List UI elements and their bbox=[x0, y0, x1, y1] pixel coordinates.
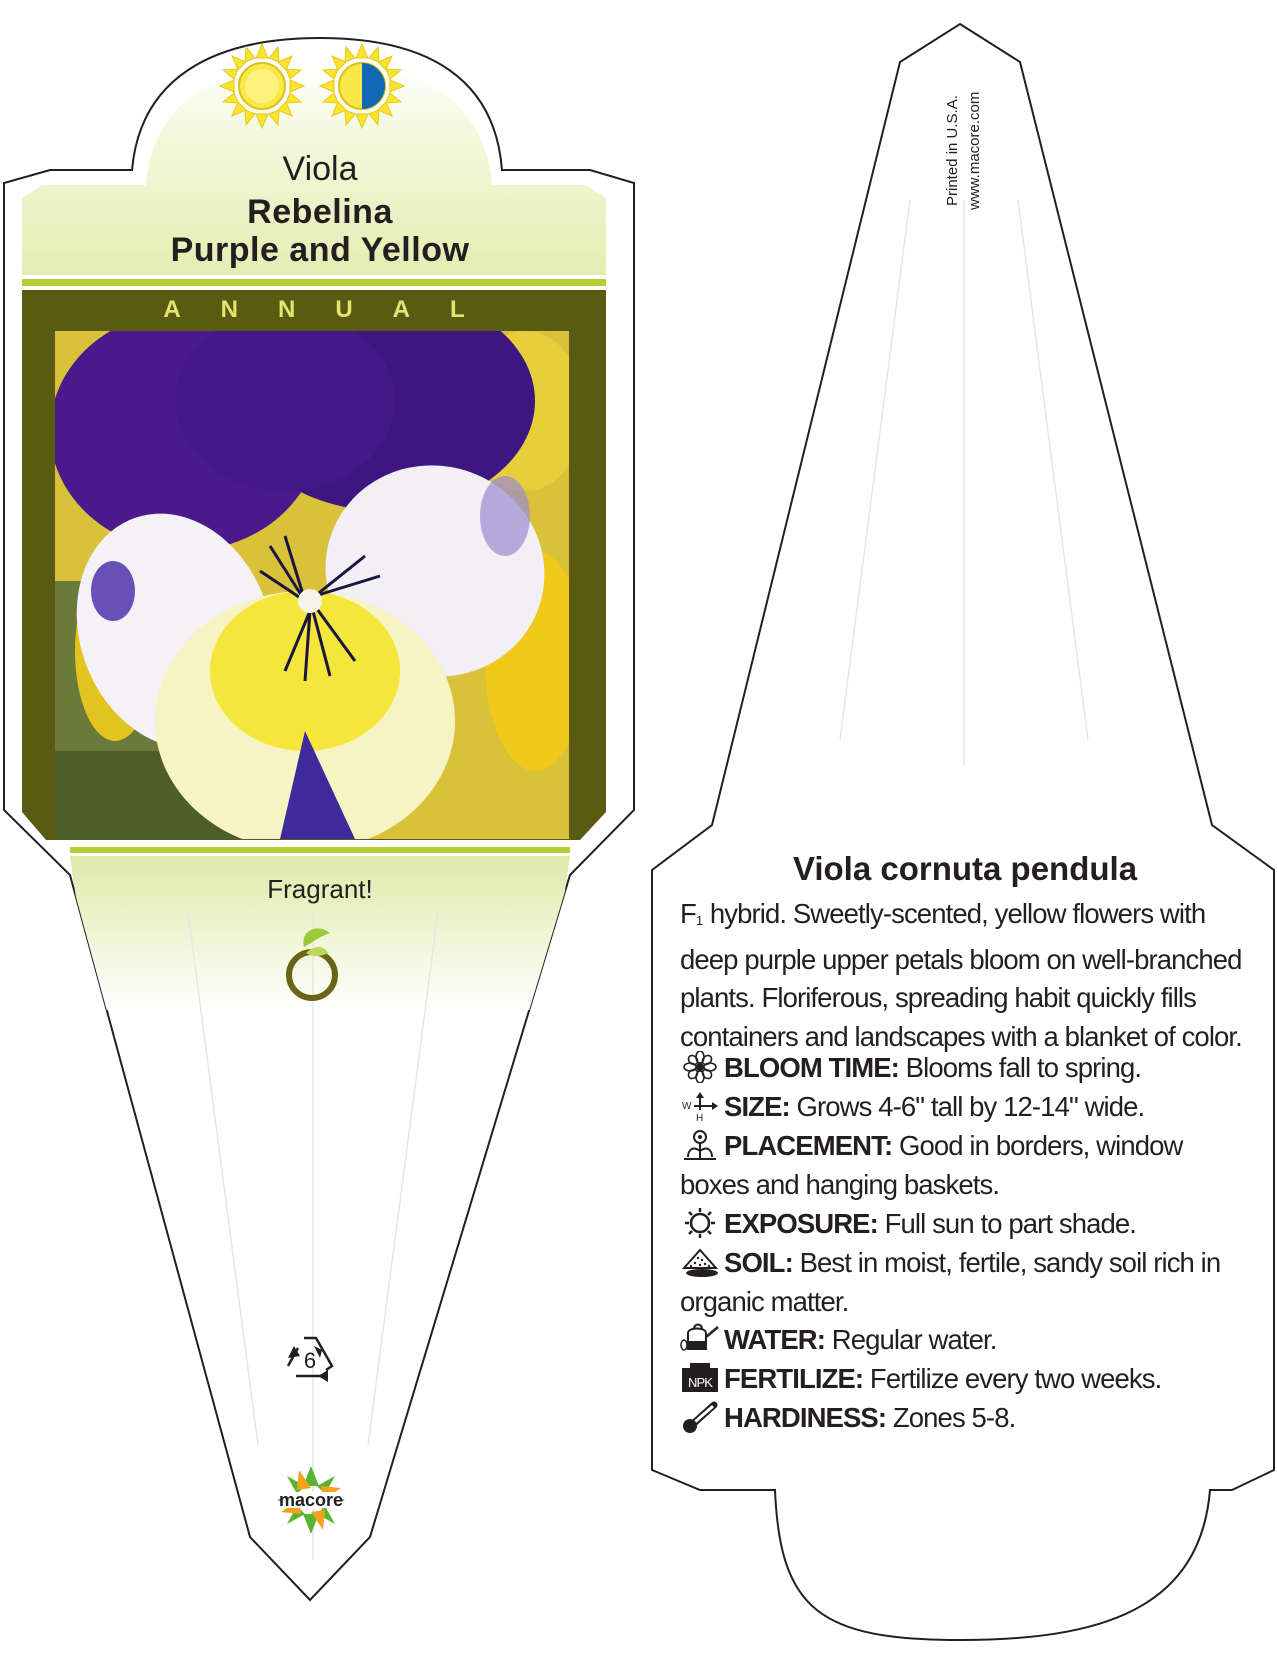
fertilize-label: FERTILIZE: bbox=[724, 1363, 864, 1394]
npk-icon bbox=[680, 1362, 720, 1394]
feature-text: Fragrant! bbox=[267, 874, 373, 904]
sun-icon bbox=[680, 1207, 720, 1239]
exposure-label: EXPOSURE: bbox=[724, 1208, 878, 1239]
care-fertilize bbox=[680, 1360, 1255, 1399]
size-icon-w: W bbox=[682, 1101, 691, 1112]
botanical-name: Viola cornuta pendula bbox=[792, 850, 1138, 887]
exposure-text: Full sun to part shade. bbox=[877, 1208, 1137, 1239]
fertilize-text: Fertilize every two weeks. bbox=[863, 1363, 1162, 1394]
hardiness-label: HARDINESS: bbox=[724, 1402, 887, 1433]
water-text: Regular water. bbox=[825, 1324, 997, 1355]
plant-description bbox=[680, 895, 1250, 1056]
description-prefix: F bbox=[680, 898, 696, 929]
plant-genus: Viola bbox=[282, 150, 358, 188]
size-label: SIZE: bbox=[724, 1091, 790, 1122]
description-text: hybrid. Sweetly-scented, yellow flowers with deep purple upper petals bloom on well-branched plants. Floriferous, spreading habit quickly fills containers and landscapes with a blanket of color. bbox=[680, 898, 1242, 1052]
printed-in-usa: Printed in U.S.A. bbox=[944, 95, 961, 206]
category-label: ANNUAL bbox=[163, 296, 505, 323]
placement-label: PLACEMENT: bbox=[724, 1130, 893, 1161]
care-size bbox=[680, 1088, 1255, 1127]
placement-text: Good in borders, window boxes and hanging baskets. bbox=[680, 1130, 1183, 1200]
soil-icon bbox=[680, 1246, 720, 1278]
soil-label: SOIL: bbox=[724, 1247, 793, 1278]
care-placement bbox=[680, 1127, 1255, 1204]
flower-icon bbox=[680, 1051, 720, 1083]
placement-icon bbox=[680, 1129, 720, 1161]
size-icon bbox=[680, 1090, 720, 1122]
size-icon-h: H bbox=[696, 1113, 703, 1122]
care-hardiness bbox=[680, 1399, 1255, 1438]
thermometer-icon bbox=[680, 1401, 720, 1433]
bloom-time-label: BLOOM TIME: bbox=[724, 1052, 899, 1083]
care-water bbox=[680, 1321, 1255, 1360]
size-text: Grows 4-6" tall by 12-14" wide. bbox=[789, 1091, 1145, 1122]
description-subscript: 1 bbox=[695, 913, 704, 928]
watering-can-icon bbox=[680, 1323, 720, 1355]
variety-name-line2: Purple and Yellow bbox=[170, 231, 470, 269]
care-soil bbox=[680, 1244, 1255, 1321]
recycle-number: 6 bbox=[303, 1348, 317, 1373]
bloom-time-text: Blooms fall to spring. bbox=[898, 1052, 1142, 1083]
water-label: WATER: bbox=[724, 1324, 826, 1355]
variety-name-line1: Rebelina bbox=[247, 193, 393, 231]
care-bloom-time bbox=[680, 1049, 1255, 1088]
npk-text: NPK bbox=[687, 1375, 713, 1390]
care-exposure bbox=[680, 1205, 1255, 1244]
hardiness-text: Zones 5-8. bbox=[886, 1402, 1016, 1433]
soil-text: Best in moist, fertile, sandy soil rich in organic matter. bbox=[680, 1247, 1221, 1317]
macore-website: www.macore.com bbox=[966, 91, 983, 210]
brand-text: macore bbox=[278, 1490, 344, 1510]
